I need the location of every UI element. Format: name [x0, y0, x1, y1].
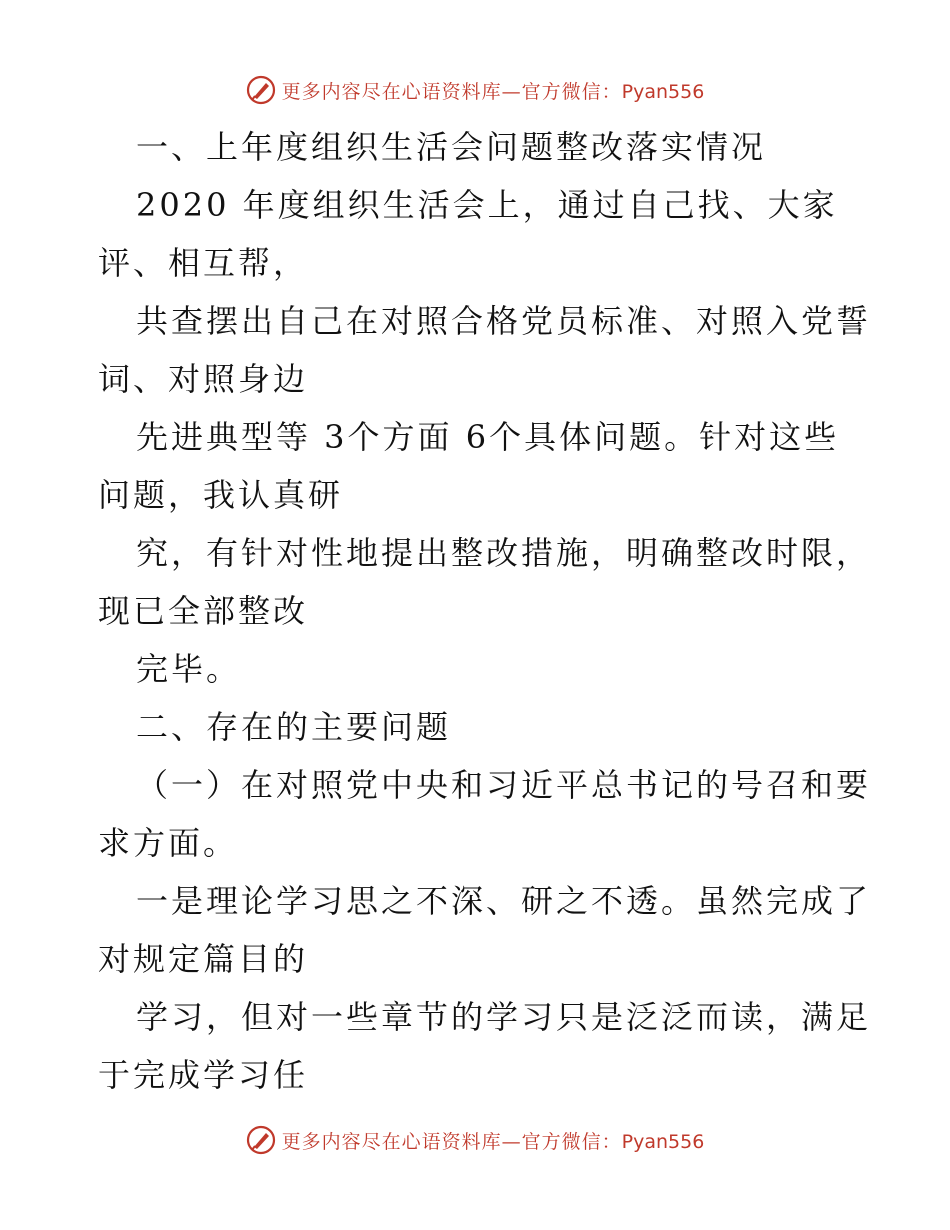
text-line: 评、相互帮， [98, 244, 309, 282]
banner-text: 更多内容尽在心语资料库—官方微信：Pyan556 [281, 80, 705, 103]
quill-pen-logo-icon [246, 1125, 276, 1155]
quill-pen-logo-icon [246, 75, 276, 105]
text-line: 现已全部整改 [98, 592, 309, 630]
text-line: 对规定篇目的 [98, 940, 309, 978]
text-line: 2020 年度组织生活会上，通过自己找、大家 [136, 186, 838, 224]
text-line: 一是理论学习思之不深、研之不透。虽然完成了 [136, 882, 872, 920]
text-line: 究，有针对性地提出整改措施，明确整改时限， [136, 534, 872, 572]
banner-text: 更多内容尽在心语资料库—官方微信：Pyan556 [281, 1130, 705, 1153]
text-line: 问题，我认真研 [98, 476, 344, 514]
text-line: 一、上年度组织生活会问题整改落实情况 [136, 128, 767, 166]
text-line: 先进典型等 3个方面 6个具体问题。针对这些 [136, 418, 840, 456]
text-line: 完毕。 [136, 650, 242, 688]
text-line: 于完成学习任 [98, 1056, 309, 1094]
text-line: （一）在对照党中央和习近平总书记的号召和要 [136, 766, 872, 804]
footer-banner [0, 1120, 950, 1160]
text-line: 学习，但对一些章节的学习只是泛泛而读，满足 [136, 998, 872, 1036]
section-heading: 二、存在的主要问题 [136, 708, 452, 746]
wechat-id: Pyan556 [621, 1130, 705, 1153]
text-line: 词、对照身边 [98, 360, 309, 398]
text-line: 求方面。 [98, 824, 239, 862]
text-line: 共查摆出自己在对照合格党员标准、对照入党誓 [136, 302, 872, 340]
wechat-id: Pyan556 [621, 80, 705, 103]
header-banner [0, 70, 950, 110]
